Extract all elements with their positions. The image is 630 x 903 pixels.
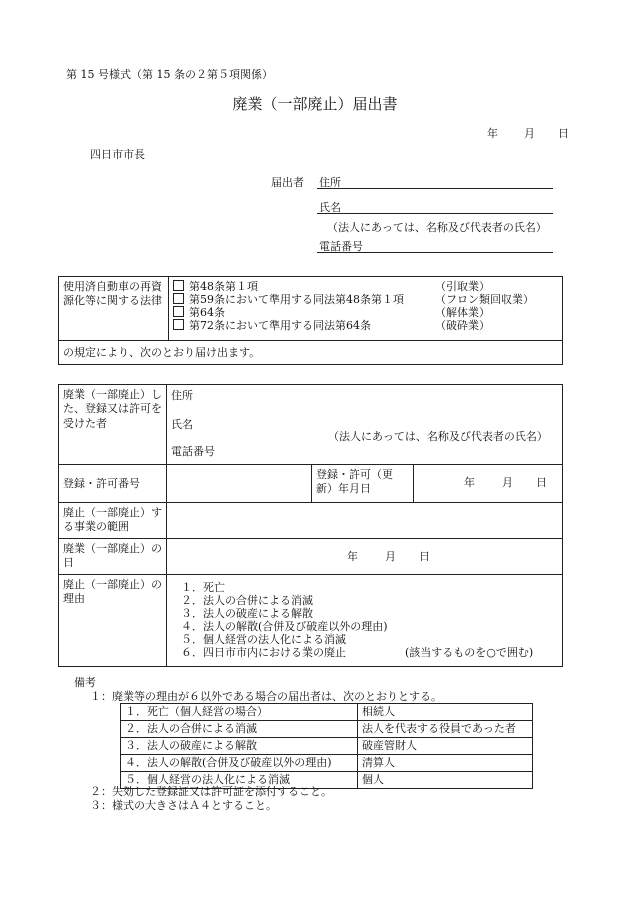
reason-cell[interactable] xyxy=(167,575,563,667)
checkbox-icon[interactable] xyxy=(173,280,184,291)
note-person: 法人を代表する役員であった者 xyxy=(358,721,533,738)
operator-address-label: 住所 xyxy=(171,389,193,402)
reg-date-month: 月 xyxy=(502,476,513,489)
closure-date-label: 廃業（一部廃止）の日 xyxy=(59,539,167,575)
note-2: ２：失効した登録証又は許可証を添付すること。 xyxy=(90,785,332,798)
applicant-name-label: 氏名 xyxy=(319,201,341,214)
addressee: 四日市市長 xyxy=(90,148,145,161)
main-table xyxy=(58,384,563,667)
note-reason: ５．個人経営の法人化による消滅 xyxy=(121,772,358,789)
operator-label: 廃業（一部廃止）した、登録又は許可を受けた者 xyxy=(59,385,167,465)
applicant-label: 届出者 xyxy=(271,176,304,189)
closure-year: 年 xyxy=(347,550,358,563)
notes-heading: 備考 xyxy=(74,676,96,689)
date-year-label: 年 xyxy=(487,127,498,140)
note-reason: ３．法人の破産による解散 xyxy=(121,738,358,755)
operator-cell[interactable] xyxy=(167,385,563,465)
note-3: ３：様式の大きさはＡ４とすること。 xyxy=(90,799,277,812)
scope-cell[interactable] xyxy=(167,503,563,539)
date-month-label: 月 xyxy=(524,127,535,140)
table-row xyxy=(121,704,533,721)
table-row xyxy=(121,755,533,772)
closure-month: 月 xyxy=(385,550,396,563)
law-section-footer: の規定により、次のとおり届け出ます。 xyxy=(59,341,563,365)
closure-day: 日 xyxy=(419,550,430,563)
note-reason: ２．法人の合併による消滅 xyxy=(121,721,358,738)
reg-number-label: 登録・許可番号 xyxy=(59,465,167,503)
note-person: 清算人 xyxy=(358,755,533,772)
applicant-address-line[interactable] xyxy=(317,188,553,189)
checkbox-icon[interactable] xyxy=(173,293,184,304)
reg-date-cell[interactable] xyxy=(414,465,563,503)
operator-name-label: 氏名 xyxy=(171,418,193,431)
law-section-table xyxy=(58,276,563,365)
checkbox-icon[interactable] xyxy=(173,306,184,317)
law-option-72[interactable]: 第72条において準用する同法第64条 （破砕業） xyxy=(173,319,558,332)
scope-label: 廃止（一部廃止）する事業の範囲 xyxy=(59,503,167,539)
note-1: １：廃業等の理由が６以外である場合の届出者は、次のとおりとする。 xyxy=(90,690,442,703)
form-number: 第 15 号様式（第 15 条の２第５項関係） xyxy=(66,68,273,81)
reason-item[interactable]: ５．個人経営の法人化による消滅 xyxy=(181,633,346,646)
law-option-48[interactable]: 第48条第１項 （引取業） xyxy=(173,280,558,293)
applicant-address-label: 住所 xyxy=(319,176,341,189)
law-option-59[interactable]: 第59条において準用する同法第48条第１項 （フロン類回収業） xyxy=(173,293,558,306)
reason-item[interactable]: １．死亡 xyxy=(181,581,225,594)
reason-item[interactable]: ３．法人の破産による解散 xyxy=(181,607,313,620)
applicant-name-line[interactable] xyxy=(317,213,553,214)
reason-label: 廃止（一部廃止）の理由 xyxy=(59,575,167,667)
date-day-label: 日 xyxy=(558,127,569,140)
reg-date-day: 日 xyxy=(536,476,547,489)
page-title: 廃業（一部廃止）届出書 xyxy=(232,95,398,113)
note-person: 破産管財人 xyxy=(358,738,533,755)
note-reason: ４．法人の解散(合併及び破産以外の理由) xyxy=(121,755,358,772)
reason-item[interactable]: ２．法人の合併による消滅 xyxy=(181,594,313,607)
reason-select-note: (該当するものを○で囲む) xyxy=(405,646,534,659)
reg-number-cell[interactable] xyxy=(167,465,312,503)
reg-date-year: 年 xyxy=(464,476,475,489)
applicant-phone-label: 電話番号 xyxy=(319,240,363,253)
closure-date-cell[interactable] xyxy=(167,539,563,575)
note-person: 個人 xyxy=(358,772,533,789)
notes-table xyxy=(120,703,533,789)
table-row xyxy=(121,721,533,738)
table-row xyxy=(121,738,533,755)
operator-phone-label: 電話番号 xyxy=(171,445,215,458)
law-option-64[interactable]: 第64条 （解体業） xyxy=(173,306,558,319)
reg-date-label: 登録・許可（更新）年月日 xyxy=(312,465,414,503)
reason-item[interactable]: ４．法人の解散(合併及び破産以外の理由) xyxy=(181,620,388,633)
checkbox-icon[interactable] xyxy=(173,319,184,330)
reason-item[interactable]: ６．四日市市内における業の廃止 xyxy=(181,646,346,659)
applicant-corp-note: （法人にあっては、名称及び代表者の氏名） xyxy=(327,221,547,234)
note-person: 相続人 xyxy=(358,704,533,721)
applicant-phone-line[interactable] xyxy=(317,252,553,253)
law-section-label: 使用済自動車の再資源化等に関する法律 xyxy=(59,277,169,341)
note-reason: １．死亡（個人経営の場合） xyxy=(121,704,358,721)
operator-corp-note: （法人にあっては、名称及び代表者の氏名） xyxy=(328,430,548,443)
